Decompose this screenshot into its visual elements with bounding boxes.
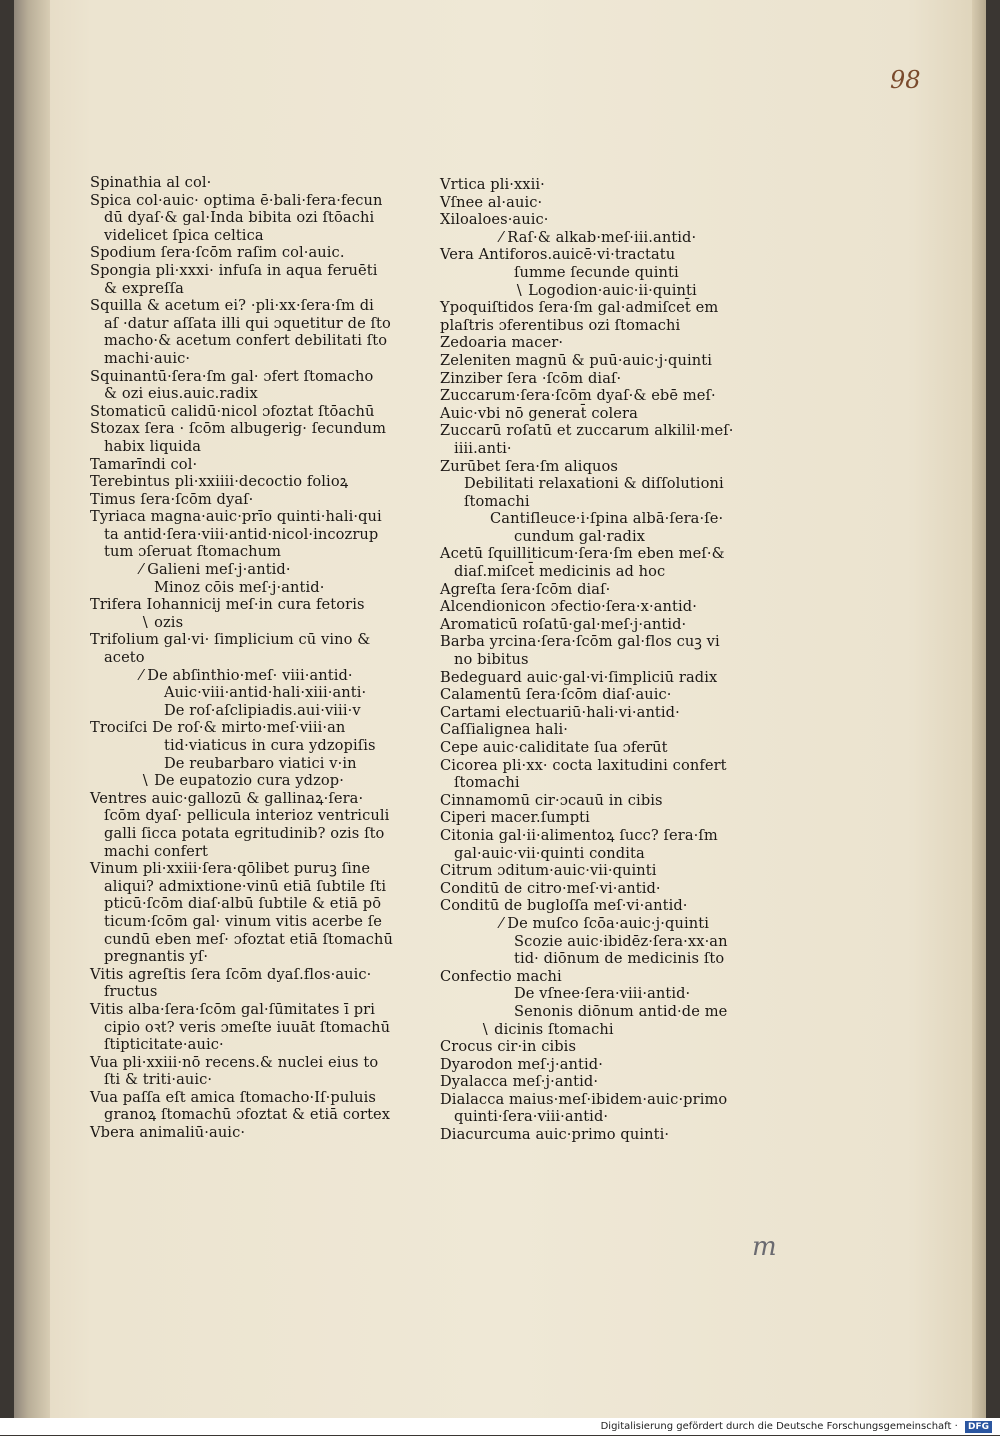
left-line: Vua pli·xxiii·nō recens.& nuclei eius to bbox=[90, 1053, 379, 1071]
left-line: machi·auic· bbox=[104, 349, 191, 367]
right-line: tid· diōnum de medicinis ſto bbox=[514, 950, 725, 968]
right-line: Xiloaloes·auic· bbox=[440, 211, 549, 229]
right-line: Ypoquiſtidos ſera·ſm gal·admiſcet̄ em bbox=[440, 299, 719, 317]
left-line: tid·viaticus in cura ydzopiſis bbox=[164, 737, 376, 754]
left-line: Minoz cōis meſ·j·antid· bbox=[154, 578, 325, 596]
left-line: cipio oꝛt? veris ɔmeſte iuuāt ſtomachū bbox=[104, 1018, 391, 1036]
left-line: Spica col·auic· optima ē·bali·fera·fecun bbox=[90, 191, 383, 209]
right-line: Auic·vbi nō generat̄ colera bbox=[440, 404, 638, 422]
left-line: Stomaticū calidū·nicol ɔfoztat ſtōachū bbox=[90, 402, 375, 420]
dfg-logo: DFG bbox=[965, 1421, 992, 1433]
left-line: ſcōm dyaſ· pellicula interioz ventriculi bbox=[104, 807, 390, 825]
right-line: quinti·ſera·viii·antid· bbox=[454, 1108, 609, 1126]
left-line: macho·& acetum confert debilitati ſto bbox=[104, 332, 388, 350]
right-line: ∖ Logodion·auic·ii·quinti bbox=[514, 281, 697, 299]
left-line: ⁄ Galieni meſ·j·antid· bbox=[140, 561, 291, 579]
right-line: Alcendionicon ɔfectio·ſera·x·antid· bbox=[440, 598, 697, 616]
left-line: & expreſſa bbox=[104, 279, 184, 297]
book-page bbox=[14, 0, 986, 1418]
left-line: Trifolium gal·vi· ſimplicium cū vino & bbox=[90, 631, 371, 649]
left-line: ∖ De eupatozio cura ydzop· bbox=[140, 772, 344, 790]
left-line: Timus ſera·ſcōm dyaſ· bbox=[90, 490, 254, 508]
right-line: Conditū de citro·meſ·vi·antid· bbox=[440, 879, 661, 897]
right-line: Zeleniten magnū & puū·auic·j·quinti bbox=[440, 351, 712, 369]
right-line: iiii.anti· bbox=[454, 439, 512, 457]
right-line: Zuccarum·ſera·ſcōm dyaſ·& ebē meſ· bbox=[440, 387, 716, 405]
right-line: Dialacca maius·meſ·ibidem·auic·primo bbox=[440, 1090, 728, 1108]
right-line: Cepe auic·caliditate ſua ɔferūt bbox=[440, 739, 668, 756]
left-line: tum ɔſeruat ſtomachum bbox=[104, 543, 282, 561]
right-line: ſumme ſecunde quinti bbox=[514, 263, 679, 281]
right-line: Cartami electuariū·hali·vi·antid· bbox=[440, 703, 680, 721]
right-line: Zedoaria macer· bbox=[440, 334, 564, 352]
right-line: Vrtica pli·xxii· bbox=[440, 176, 545, 193]
left-line: Spinathia al col· bbox=[90, 174, 212, 191]
left-line: granoꝝ ſtomachū ɔfoztat & etiā cortex bbox=[104, 1106, 391, 1124]
right-line: cundum gal·radix bbox=[514, 527, 646, 545]
right-line: ∖ dicinis ſtomachi bbox=[480, 1020, 614, 1038]
right-line: ⁄ Raſ·& alkab·meſ·iii.antid· bbox=[500, 228, 697, 246]
left-line: Vua paſſa eſt amica ſtomacho·Iſ·puluis bbox=[90, 1088, 376, 1106]
left-line: ∖ ozis bbox=[140, 613, 184, 631]
left-line: Squilla & acetum ei? ·pli·xx·ſera·ſm di bbox=[90, 297, 374, 315]
right-line: ſtomachi bbox=[454, 774, 520, 792]
right-line: Vera Antiforos.auicē·vi·tractatu bbox=[440, 246, 676, 264]
right-line: Aromaticū roſatū·gal·meſ·j·antid· bbox=[440, 615, 687, 633]
right-line: Bedeguard auic·gal·vi·ſimpliciū radix bbox=[440, 668, 718, 686]
left-line: Vinum pli·xxiii·ſera·qōlibet puruꝫ ſine bbox=[90, 860, 371, 878]
right-line: no bibitus bbox=[454, 651, 529, 669]
left-line: De roſ·aſclipiadis.aui·viii·v bbox=[164, 701, 361, 719]
footer-text: Digitalisierung gefördert durch die Deutsche Forschungsgemeinschaft · bbox=[600, 1421, 958, 1432]
left-line: aceto bbox=[104, 649, 145, 667]
right-line: De vſnee·ſera·viii·antid· bbox=[514, 985, 691, 1003]
right-line: Cantiſleuce·i·ſpina albā·ſera·ſe· bbox=[490, 510, 724, 528]
left-line: galli ſicca potata egritudinib? ozis ſto bbox=[104, 824, 385, 842]
footer-bar bbox=[0, 1418, 1000, 1435]
left-line: habix liquida bbox=[104, 437, 202, 455]
left-line: ta antid·ſera·viii·antid·nicol·incozrup bbox=[104, 525, 379, 543]
folio-number: 98 bbox=[890, 66, 921, 94]
left-line: Spongia pli·xxxi· infuſa in aqua feruēti bbox=[90, 261, 378, 279]
left-line: Stozax ſera · ſcōm albugerig· ſecundum bbox=[90, 420, 387, 438]
right-line: Zuccarū roſatū et zuccarum alkilil·meſ· bbox=[440, 422, 734, 440]
right-line: Cicorea pli·xx· cocta laxitudini confert bbox=[440, 756, 727, 774]
right-line: Confectio machi bbox=[440, 967, 562, 985]
right-line: Debilitati relaxationi & diſſolutioni bbox=[464, 475, 724, 493]
right-line: Scozie auic·ibidēz·ſera·xx·an bbox=[514, 932, 728, 950]
right-line: Conditū de bugloſſa meſ·vi·antid· bbox=[440, 897, 688, 915]
left-line: videlicet ſpica celtica bbox=[104, 226, 264, 244]
right-line: gal·auic·vii·quinti condita bbox=[454, 844, 645, 862]
left-line: machi confert bbox=[104, 842, 208, 860]
right-line: plaſtris ɔferentibus ozi ſtomachi bbox=[440, 316, 681, 334]
left-line: Trociſci De roſ·& mirto·meſ·viii·an bbox=[90, 719, 346, 737]
left-line: Spodium ſera·ſcōm raſim col·auic. bbox=[90, 244, 345, 262]
left-line: Squinantū·ſera·ſm gal· ɔfert ſtomacho bbox=[90, 367, 374, 385]
right-column bbox=[440, 176, 770, 1144]
left-line: Vitis agreſtis ſera ſcōm dyaſ.flos·auic· bbox=[90, 965, 372, 983]
left-line: & ozi eius.auic.radix bbox=[104, 385, 258, 403]
left-line: aſ ·datur aſſata illi qui ɔquetitur de ſto bbox=[104, 314, 391, 332]
right-line: Ciperi macer.ſumpti bbox=[440, 809, 590, 827]
right-line: Cinnamomū cir·ɔcauū in cibis bbox=[440, 791, 663, 809]
left-line: pticū·ſcōm diaſ·albū ſubtile & etiā pō bbox=[104, 895, 382, 913]
left-line: Auic·viii·antid·hali·xiii·anti· bbox=[164, 684, 367, 702]
left-line: Trifera Iohannicij meſ·in cura fetoris bbox=[90, 596, 365, 614]
right-line: Agreſta ſera·ſcōm diaſ· bbox=[440, 580, 611, 598]
right-line: Acetū ſquilliticum·ſera·ſm eben meſ·& bbox=[440, 545, 725, 563]
left-line: Tamarīndi col· bbox=[90, 455, 198, 473]
left-line: aliqui? admixtione·vinū etiā ſubtile ſti bbox=[104, 877, 387, 895]
right-line: Barba yrcina·ſera·ſcōm gal·flos cuꝫ vi bbox=[440, 633, 720, 651]
left-line: ſtipticitate·auic· bbox=[104, 1036, 224, 1054]
right-line: diaſ.miſcet̄ medicinis ad hoc bbox=[454, 563, 666, 581]
gutter-shadow bbox=[14, 0, 50, 1418]
right-line: Crocus cir·in cibis bbox=[440, 1038, 577, 1056]
left-line: cundū eben meſ· ɔfoztat etiā ſtomachū bbox=[104, 930, 394, 948]
right-line: Vſnee al·auic· bbox=[440, 193, 543, 211]
left-line: Vitis alba·ſera·ſcōm gal·ſūmitates ī pri bbox=[90, 1000, 375, 1018]
left-line: Tyriaca magna·auic·prīo quinti·hali·qui bbox=[90, 508, 382, 526]
left-line: ⁄ De abſinthio·meſ· viii·antid· bbox=[140, 666, 353, 684]
right-line: Senonis diōnum antid·de me bbox=[514, 1002, 728, 1020]
right-line: Citonia gal·ii·alimentoꝝ ſucc? ſera·ſm bbox=[440, 826, 718, 844]
left-line: dū dyaſ·& gal·Inda bibita ozi ſtōachi bbox=[104, 209, 375, 227]
right-line: Citrum ɔditum·auic·vii·quinti bbox=[440, 862, 657, 880]
left-line: Terebintus pli·xxiiii·decoctio folioꝝ bbox=[90, 473, 349, 491]
right-line: Dyarodon meſ·j·antid· bbox=[440, 1055, 603, 1073]
left-line: Ventres auic·gallozū & gallinaꝝ·ſera· bbox=[90, 789, 364, 807]
page-fore-edge bbox=[972, 0, 986, 1418]
left-line: ticum·ſcōm gal· vinum vitis acerbe ſe bbox=[104, 912, 383, 930]
margin-mark: m bbox=[752, 1232, 777, 1262]
right-line: Diacurcuma auic·primo quinti· bbox=[440, 1126, 670, 1144]
right-line: Calamentū ſera·ſcōm diaſ·auic· bbox=[440, 686, 672, 704]
left-line: ſti & triti·auic· bbox=[104, 1071, 213, 1089]
right-line: ſtomachi bbox=[464, 492, 530, 510]
left-line: pregnantis yſ· bbox=[104, 948, 209, 966]
right-line: Zinziber ſera ·ſcōm diaſ· bbox=[440, 369, 622, 387]
left-line: De reubarbaro viatici v·in bbox=[164, 754, 357, 772]
right-line: ⁄ De muſco ſcōa·auic·j·quinti bbox=[500, 914, 709, 932]
right-line: Caſſialignea hali· bbox=[440, 721, 568, 739]
left-line: Vbera animaliū·auic· bbox=[90, 1124, 246, 1142]
right-line: Zurūbet ſera·ſm aliquos bbox=[440, 457, 618, 475]
left-column bbox=[90, 174, 394, 1142]
left-line: fructus bbox=[104, 983, 158, 1001]
right-line: Dyalacca meſ·j·antid· bbox=[440, 1073, 599, 1091]
